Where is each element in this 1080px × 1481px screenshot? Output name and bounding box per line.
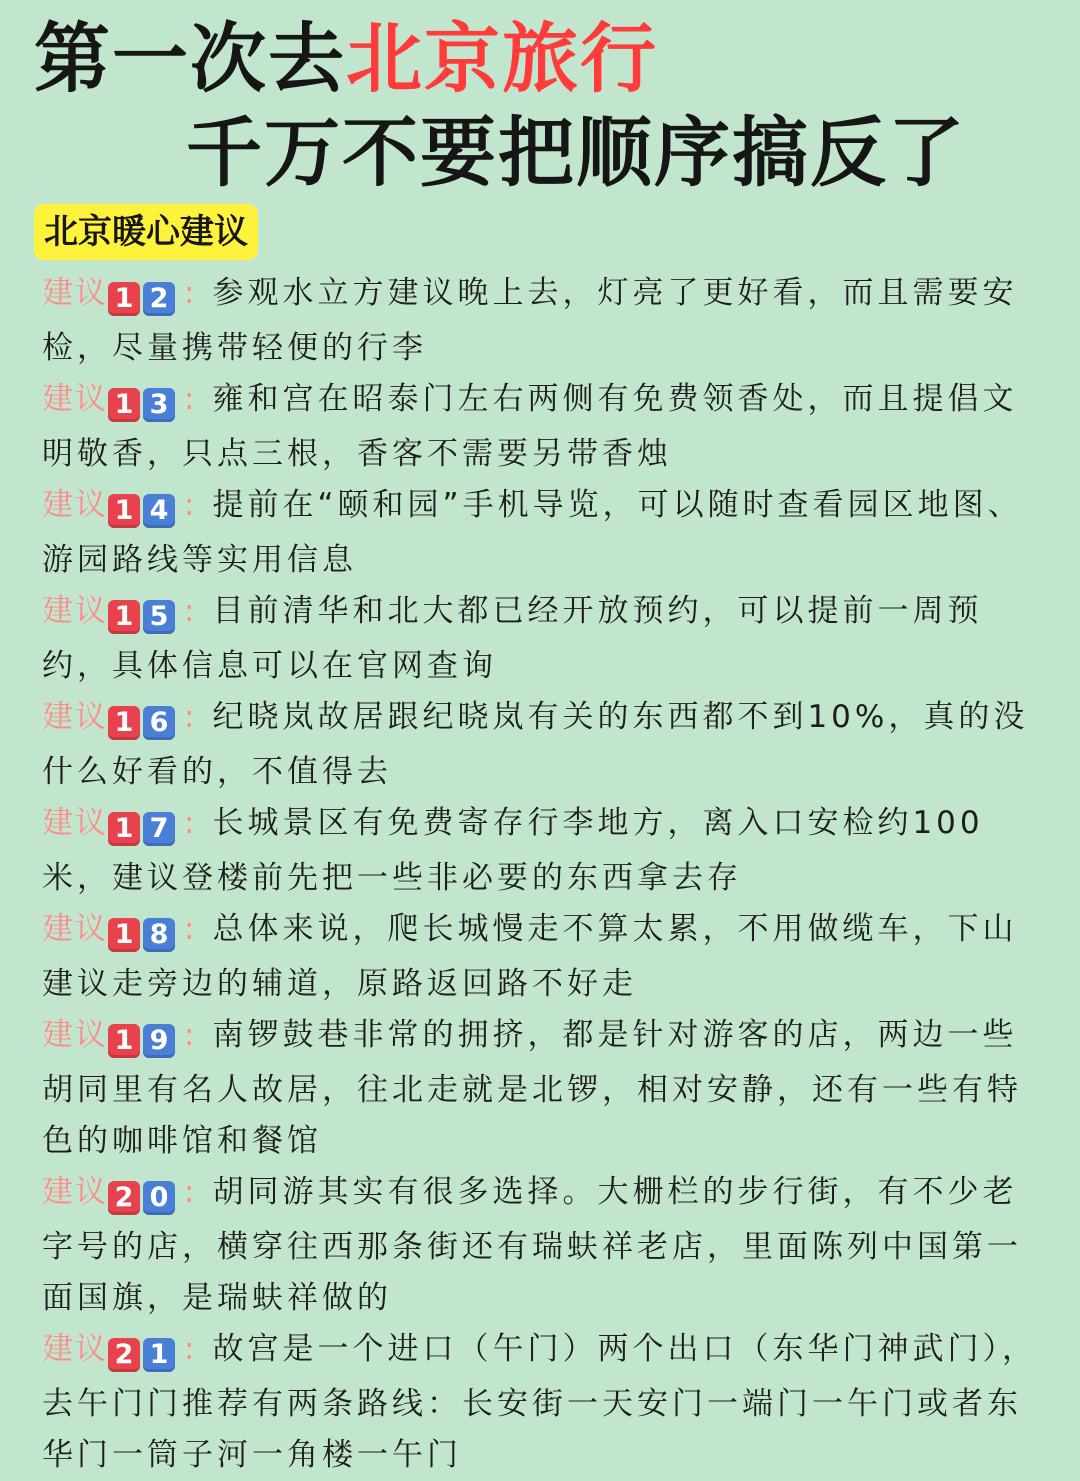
tip-number-badge (108, 908, 178, 959)
page-title-line-2: 千万不要把顺序搞反了 (186, 108, 966, 197)
page-title-line-1 (34, 14, 658, 104)
tip-digit-2: 5 (143, 600, 175, 634)
tip-number-badge (108, 378, 178, 429)
tip-colon: : (184, 1331, 199, 1367)
tip-colon: : (184, 1174, 199, 1210)
title-highlight: 北京旅行 (346, 14, 658, 103)
tip-item (42, 374, 1042, 480)
tip-text: 故宫是一个进口（午门）两个出口（东华门神武门），去午门门推荐有两条路线：长安街一天安门一端门一午门或者东华门一筒子河一角楼一午门 (42, 1331, 1037, 1473)
tip-digit-1: 1 (108, 282, 140, 316)
tip-text: 南锣鼓巷非常的拥挤，都是针对游客的店，两边一些胡同里有名人故居，往北走就是北锣，相对安静，还有一些有特色的咖啡馆和餐馆 (42, 1017, 1022, 1159)
tip-item (42, 480, 1042, 586)
tip-colon: : (184, 1017, 199, 1053)
section-tag: 北京暖心建议 (34, 204, 258, 260)
tip-colon: : (184, 487, 199, 523)
tip-digit-1: 1 (108, 812, 140, 846)
tip-label: 建议 (42, 381, 108, 417)
tip-item (42, 268, 1042, 374)
tip-digit-2: 2 (143, 282, 175, 316)
tip-label: 建议 (42, 1017, 108, 1053)
tip-text: 纪晓岚故居跟纪晓岚有关的东西都不到10%，真的没什么好看的，不值得去 (42, 699, 1029, 790)
tip-digit-2: 4 (143, 494, 175, 528)
tip-digit-1: 1 (108, 600, 140, 634)
tip-colon: : (184, 911, 199, 947)
tip-number-badge (108, 1014, 178, 1065)
tip-digit-2: 9 (143, 1024, 175, 1058)
tip-digit-2: 7 (143, 812, 175, 846)
tip-digit-2: 6 (143, 706, 175, 740)
tip-text: 提前在“颐和园”手机导览，可以随时查看园区地图、游园路线等实用信息 (42, 487, 1023, 578)
tip-colon: : (184, 805, 199, 841)
tips-list (42, 268, 1042, 1481)
title-prefix: 第一次去 (34, 14, 346, 103)
tip-number-badge (108, 484, 178, 535)
tip-item (42, 904, 1042, 1010)
tip-digit-1: 2 (108, 1181, 140, 1215)
tip-label: 建议 (42, 275, 108, 311)
tip-digit-1: 1 (108, 494, 140, 528)
tip-text: 雍和宫在昭泰门左右两侧有免费领香处，而且提倡文明敬香，只点三根，香客不需要另带香烛 (42, 381, 1018, 472)
tip-colon: : (184, 699, 199, 735)
tip-label: 建议 (42, 805, 108, 841)
tip-digit-1: 2 (108, 1338, 140, 1372)
tip-item (42, 586, 1042, 692)
tip-item (42, 1167, 1042, 1324)
tip-label: 建议 (42, 699, 108, 735)
tip-number-badge (108, 590, 178, 641)
tip-digit-2: 0 (143, 1181, 175, 1215)
tip-item (42, 798, 1042, 904)
tip-text: 胡同游其实有很多选择。大栅栏的步行街，有不少老字号的店，横穿往西那条街还有瑞蚨祥老店，里面陈列中国第一面国旗，是瑞蚨祥做的 (42, 1174, 1022, 1316)
tip-digit-1: 1 (108, 918, 140, 952)
tip-number-badge (108, 696, 178, 747)
tip-colon: : (184, 275, 199, 311)
tip-text: 总体来说，爬长城慢走不算太累，不用做缆车，下山建议走旁边的辅道，原路返回路不好走 (42, 911, 1018, 1002)
tip-text: 目前清华和北大都已经开放预约，可以提前一周预约，具体信息可以在官网查询 (42, 593, 983, 684)
tip-digit-1: 1 (108, 706, 140, 740)
tip-item (42, 1324, 1042, 1481)
tip-digit-2: 1 (143, 1338, 175, 1372)
tip-digit-1: 1 (108, 1024, 140, 1058)
tip-item (42, 692, 1042, 798)
tip-digit-2: 8 (143, 918, 175, 952)
tip-item (42, 1010, 1042, 1167)
tip-label: 建议 (42, 1174, 108, 1210)
tip-label: 建议 (42, 487, 108, 523)
tip-label: 建议 (42, 1331, 108, 1367)
tip-number-badge (108, 272, 178, 323)
tip-number-badge (108, 802, 178, 853)
tip-label: 建议 (42, 593, 108, 629)
tip-colon: : (184, 593, 199, 629)
tip-text: 长城景区有免费寄存行李地方，离入口安检约100米，建议登楼前先把一些非必要的东西拿去存 (42, 805, 984, 896)
tip-digit-1: 1 (108, 388, 140, 422)
tip-label: 建议 (42, 911, 108, 947)
tip-digit-2: 3 (143, 388, 175, 422)
tip-number-badge (108, 1171, 178, 1222)
tip-text: 参观水立方建议晚上去，灯亮了更好看，而且需要安检，尽量携带轻便的行李 (42, 275, 1018, 366)
tip-colon: : (184, 381, 199, 417)
tip-number-badge (108, 1328, 178, 1379)
